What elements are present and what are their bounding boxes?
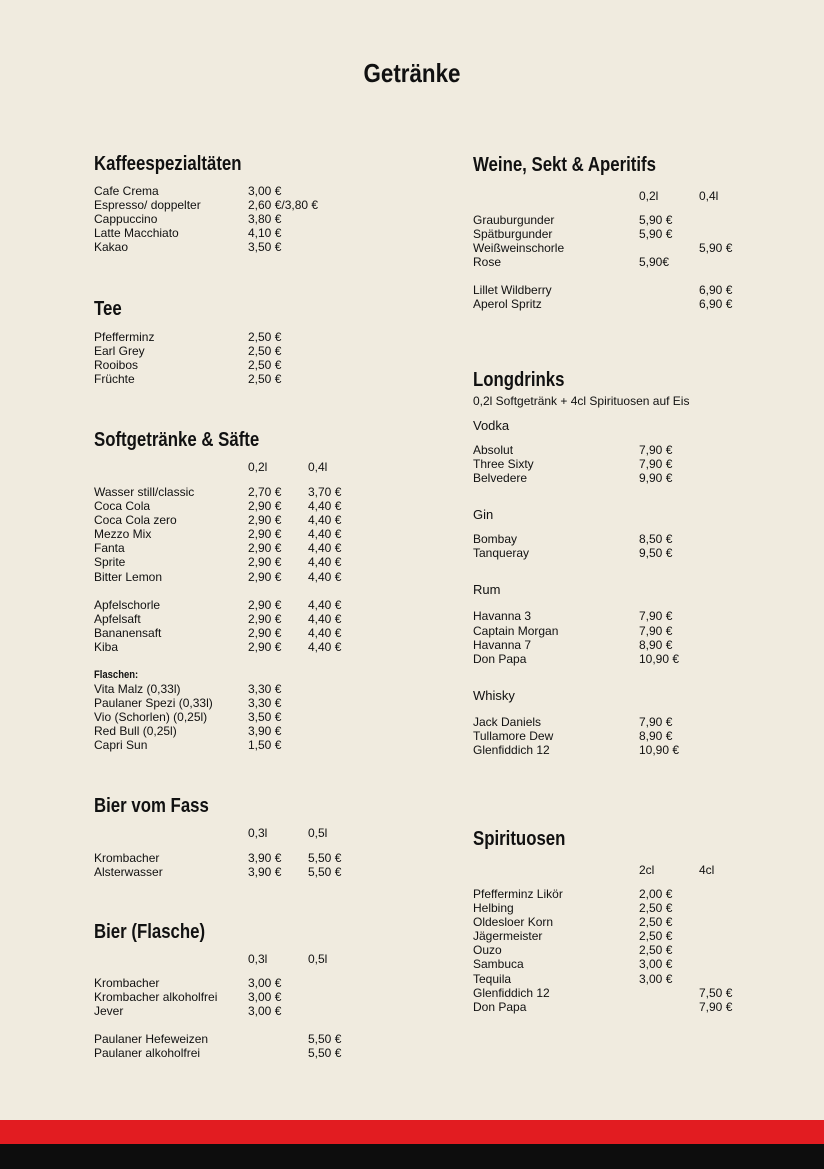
section-bier-flasche (94, 920, 424, 1060)
item-name: Krombacher alkoholfrei (94, 990, 218, 1005)
item-price-large: 4,40 € (308, 597, 342, 612)
menu-item-row (473, 986, 773, 1000)
item-price-large: 6,90 € (699, 297, 733, 312)
item-price: 3,00 € (248, 1004, 282, 1019)
item-name: Don Papa (473, 651, 527, 666)
item-price-large: 4,40 € (308, 555, 342, 570)
menu-item-row (94, 527, 424, 541)
menu-item-row (94, 541, 424, 555)
section-title: Tee (94, 298, 122, 320)
item-price: 3,90 € (248, 724, 282, 739)
size-header (94, 952, 424, 966)
item-name: Rose (473, 255, 502, 270)
item-price: 7,90 € (639, 457, 673, 472)
item-list (473, 443, 773, 485)
menu-item-row (94, 330, 424, 344)
item-name: Paulaner alkoholfrei (94, 1046, 201, 1061)
item-name: Apfelschorle (94, 597, 161, 612)
item-name: Kakao (94, 240, 129, 255)
menu-item-row (94, 344, 424, 358)
item-price-large: 4,40 € (308, 611, 342, 626)
item-name: Grauburgunder (473, 213, 555, 227)
item-name: Vita Malz (0,33l) (94, 682, 181, 697)
menu-item-row (473, 957, 773, 971)
item-name: Glenfiddich 12 (473, 985, 550, 1000)
item-price: 3,00 € (639, 957, 673, 972)
item-name: Bananensaft (94, 625, 162, 640)
menu-item-row (473, 901, 773, 915)
section-spirituosen (473, 827, 773, 1014)
item-price: 5,90 € (639, 227, 673, 242)
menu-item-row (473, 715, 773, 729)
menu-item-row (473, 887, 773, 901)
section-weine (473, 153, 773, 312)
size-label: 0,3l (248, 826, 268, 840)
menu-item-row (473, 532, 773, 546)
menu-item-row (473, 743, 773, 757)
item-price: 2,90 € (248, 569, 282, 584)
item-price: 3,50 € (248, 240, 282, 255)
menu-item-row (473, 443, 773, 457)
item-price: 8,90 € (639, 637, 673, 652)
item-price: 2,90 € (248, 513, 282, 528)
menu-item-row (473, 227, 773, 241)
item-name: Krombacher (94, 976, 160, 990)
menu-item-row (94, 626, 424, 640)
item-price: 2,50 € (248, 344, 282, 359)
menu-item-row (94, 212, 424, 226)
item-name: Lillet Wildberry (473, 283, 552, 298)
menu-item-row (473, 546, 773, 560)
item-name: Krombacher (94, 851, 160, 865)
flaschen-label: Flaschen: (94, 669, 139, 682)
item-list (94, 485, 424, 584)
menu-item-row (94, 612, 424, 626)
section-title: Bier vom Fass (94, 795, 209, 817)
item-price-large: 3,70 € (308, 485, 342, 499)
item-price: 2,90 € (248, 555, 282, 570)
item-price: 2,90 € (248, 541, 282, 556)
item-name: Havanna 7 (473, 637, 532, 652)
menu-item-row (94, 1004, 424, 1018)
item-price: 2,50 € (248, 330, 282, 344)
item-name: Latte Macchiato (94, 226, 179, 241)
footer-black-band (0, 1144, 824, 1169)
section-title: Spirituosen (473, 828, 566, 850)
size-label: 0,4l (308, 460, 328, 474)
menu-item-row (94, 851, 424, 865)
item-price-large: 7,90 € (699, 999, 733, 1014)
section-title: Kaffeespezialtäten (94, 153, 242, 175)
menu-item-row (94, 226, 424, 240)
item-price: 2,50 € (639, 915, 673, 930)
menu-item-row (94, 499, 424, 513)
menu-item-row (473, 652, 773, 666)
item-name: Jägermeister (473, 929, 543, 944)
footer-red-band (0, 1120, 824, 1144)
item-price: 2,50 € (639, 929, 673, 944)
section-tee (94, 297, 424, 386)
item-name: Jever (94, 1004, 124, 1019)
item-price: 2,90 € (248, 527, 282, 542)
menu-item-row (473, 929, 773, 943)
menu-item-row (473, 213, 773, 227)
item-price-large: 6,90 € (699, 283, 733, 298)
menu-item-row (94, 555, 424, 569)
item-name: Coca Cola (94, 499, 151, 514)
size-header (94, 460, 424, 474)
item-price-large: 5,50 € (308, 865, 342, 880)
section-title: Longdrinks (473, 369, 565, 391)
section-title: Bier (Flasche) (94, 921, 206, 943)
size-label: 0,5l (308, 826, 328, 840)
item-price-large: 7,50 € (699, 985, 733, 1000)
item-name: Kiba (94, 639, 119, 654)
item-name: Three Sixty (473, 457, 534, 472)
item-name: Sambuca (473, 957, 524, 972)
item-list (473, 715, 773, 757)
item-name: Bitter Lemon (94, 569, 163, 584)
item-price: 8,90 € (639, 728, 673, 743)
page-title: Getränke (363, 58, 461, 88)
menu-item-row (473, 915, 773, 929)
menu-item-row (473, 297, 773, 311)
item-price: 5,90€ (639, 255, 670, 270)
item-price: 4,10 € (248, 226, 282, 241)
item-price: 3,30 € (248, 696, 282, 711)
item-list (94, 598, 424, 654)
item-price: 2,00 € (639, 887, 673, 901)
menu-item-row (94, 485, 424, 499)
item-name: Paulaner Spezi (0,33l) (94, 696, 213, 711)
item-name: Pfefferminz Likör (473, 887, 563, 901)
menu-item-row (473, 729, 773, 743)
item-price: 7,90 € (639, 443, 673, 457)
item-price: 3,00 € (639, 971, 673, 986)
item-name: Cafe Crema (94, 184, 159, 198)
item-list (473, 532, 773, 560)
item-price: 2,90 € (248, 611, 282, 626)
size-label: 0,4l (699, 189, 719, 203)
section-title: Weine, Sekt & Aperitifs (473, 154, 656, 176)
size-label: 2cl (639, 863, 655, 877)
menu-item-row (94, 990, 424, 1004)
section-longdrinks (473, 368, 773, 757)
size-label: 0,2l (639, 189, 659, 203)
subcategory-vodka: Vodka (473, 418, 510, 433)
section-softgetraenke (94, 428, 424, 753)
menu-item-row (94, 724, 424, 738)
item-name: Rooibos (94, 358, 139, 373)
item-list (94, 1032, 424, 1060)
menu-item-row (94, 1032, 424, 1046)
item-name: Pfefferminz (94, 330, 155, 344)
size-header (94, 826, 424, 840)
item-price: 2,90 € (248, 499, 282, 514)
menu-item-row (94, 184, 424, 198)
menu-item-row (473, 943, 773, 957)
menu-item-row (94, 738, 424, 752)
item-price-large: 4,40 € (308, 639, 342, 654)
item-list (94, 330, 424, 386)
item-price-large: 4,40 € (308, 513, 342, 528)
menu-item-row (94, 198, 424, 212)
size-label: 0,3l (248, 952, 268, 966)
menu-item-row (473, 609, 773, 623)
item-name: Ouzo (473, 943, 502, 958)
item-name: Apfelsaft (94, 611, 141, 626)
size-label: 0,5l (308, 952, 328, 966)
item-price: 3,00 € (248, 976, 282, 990)
item-name: Oldesloer Korn (473, 915, 554, 930)
item-name: Sprite (94, 555, 126, 570)
menu-item-row (473, 972, 773, 986)
menu-item-row (94, 696, 424, 710)
item-price: 10,90 € (639, 651, 680, 666)
item-name: Bombay (473, 532, 518, 547)
item-name: Absolut (473, 443, 514, 457)
section-kaffee (94, 152, 424, 254)
subcategory-whisky: Whisky (473, 687, 515, 703)
size-header (473, 863, 773, 877)
menu-item-row (473, 255, 773, 269)
item-name: Fanta (94, 541, 125, 556)
item-list (94, 184, 424, 254)
item-price: 2,50 € (639, 901, 673, 916)
item-price-large: 4,40 € (308, 499, 342, 514)
item-name: Cappuccino (94, 212, 158, 227)
menu-item-row (473, 638, 773, 652)
item-price: 2,90 € (248, 639, 282, 654)
menu-item-row (94, 372, 424, 386)
item-name: Früchte (94, 372, 135, 387)
item-list (473, 609, 773, 665)
menu-item-row (473, 241, 773, 255)
item-price: 2,90 € (248, 625, 282, 640)
menu-item-row (94, 682, 424, 696)
item-name: Coca Cola zero (94, 513, 177, 528)
menu-item-row (94, 976, 424, 990)
item-price: 9,50 € (639, 546, 673, 561)
menu-item-row (473, 457, 773, 471)
menu-item-row (94, 598, 424, 612)
subcategory-rum: Rum (473, 582, 501, 598)
subcategory-gin: Gin (473, 507, 494, 523)
menu-item-row (94, 570, 424, 584)
item-price: 3,80 € (248, 212, 282, 227)
section-bier-fass (94, 794, 424, 879)
menu-item-row (94, 513, 424, 527)
section-title: Softgetränke & Säfte (94, 429, 260, 451)
item-price-large: 4,40 € (308, 541, 342, 556)
item-name: Captain Morgan (473, 623, 559, 638)
item-name: Jack Daniels (473, 714, 542, 729)
item-name: Mezzo Mix (94, 527, 152, 542)
item-price-large: 4,40 € (308, 569, 342, 584)
menu-item-row (94, 710, 424, 724)
item-name: Glenfiddich 12 (473, 743, 550, 758)
item-price: 3,90 € (248, 851, 282, 865)
item-name: Wasser still/classic (94, 485, 195, 499)
item-price-large: 5,90 € (699, 241, 733, 256)
item-price: 3,90 € (248, 865, 282, 880)
item-price-large: 5,50 € (308, 851, 342, 865)
item-name: Havanna 3 (473, 609, 532, 624)
menu-item-row (473, 1000, 773, 1014)
item-name: Paulaner Hefeweizen (94, 1032, 209, 1047)
item-price: 7,90 € (639, 623, 673, 638)
item-price-large: 4,40 € (308, 625, 342, 640)
item-price: 9,90 € (639, 471, 673, 486)
item-name: Spätburgunder (473, 227, 553, 242)
size-header (473, 189, 773, 203)
item-name: Helbing (473, 901, 514, 916)
item-price-large: 4,40 € (308, 527, 342, 542)
menu-item-row (94, 358, 424, 372)
item-price: 10,90 € (639, 743, 680, 758)
item-price: 5,90 € (639, 213, 673, 227)
section-subtitle: 0,2l Softgetränk + 4cl Spirituosen auf Eis (473, 394, 690, 408)
item-name: Espresso/ doppelter (94, 198, 201, 213)
item-price: 7,90 € (639, 714, 673, 729)
menu-item-row (473, 471, 773, 485)
item-list (473, 887, 773, 1014)
item-name: Weißweinschorle (473, 241, 565, 256)
item-price: 2,60 €/3,80 € (248, 198, 319, 213)
item-price: 3,50 € (248, 710, 282, 725)
item-name: Aperol Spritz (473, 297, 542, 312)
item-name: Capri Sun (94, 738, 148, 753)
menu-item-row (94, 240, 424, 254)
item-price: 2,50 € (639, 943, 673, 958)
item-price: 2,70 € (248, 485, 282, 499)
menu-item-row (473, 283, 773, 297)
item-price: 3,00 € (248, 990, 282, 1005)
menu-item-row (94, 640, 424, 654)
item-price: 8,50 € (639, 532, 673, 547)
item-list (94, 851, 424, 879)
item-list (473, 283, 773, 311)
item-price: 2,50 € (248, 372, 282, 387)
item-price-large: 5,50 € (308, 1046, 342, 1061)
item-price: 2,90 € (248, 597, 282, 612)
item-name: Red Bull (0,25l) (94, 724, 177, 739)
menu-item-row (94, 1046, 424, 1060)
menu-item-row (94, 865, 424, 879)
item-price: 7,90 € (639, 609, 673, 624)
menu-item-row (473, 624, 773, 638)
item-price: 3,30 € (248, 682, 282, 697)
item-name: Tullamore Dew (473, 728, 554, 743)
item-name: Don Papa (473, 999, 527, 1014)
item-price: 3,00 € (248, 184, 282, 198)
item-name: Belvedere (473, 471, 528, 486)
item-list (94, 976, 424, 1018)
size-label: 4cl (699, 863, 715, 877)
size-label: 0,2l (248, 460, 268, 474)
item-price: 2,50 € (248, 358, 282, 373)
item-name: Alsterwasser (94, 865, 163, 880)
item-name: Tanqueray (473, 546, 530, 561)
item-name: Vio (Schorlen) (0,25l) (94, 710, 208, 725)
item-list (94, 682, 424, 752)
item-name: Tequila (473, 971, 512, 986)
item-name: Earl Grey (94, 344, 145, 359)
item-price-large: 5,50 € (308, 1032, 342, 1047)
item-list (473, 213, 773, 269)
item-price: 1,50 € (248, 738, 282, 753)
